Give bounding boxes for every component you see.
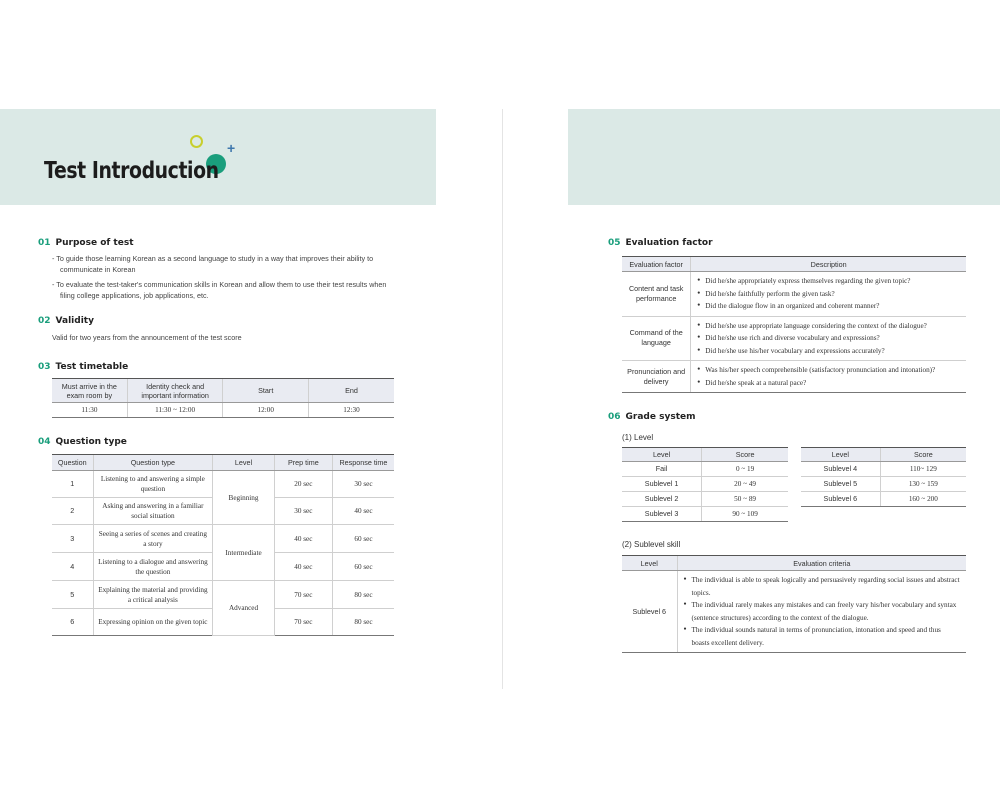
description-item: ● Did he/she use appropriate language considering the context of the dialogue? bbox=[697, 320, 960, 333]
timetable-table bbox=[52, 378, 394, 418]
table-cell: Sublevel 6 bbox=[622, 571, 677, 653]
table-cell: 50 ~ 89 bbox=[702, 492, 788, 507]
table-cell: 60 sec bbox=[332, 525, 394, 553]
description-item: ● Did the dialogue flow in an organized and coherent manner? bbox=[697, 300, 960, 313]
section-heading-grade-system: 06 Grade system bbox=[608, 412, 696, 422]
table-cell: Fail bbox=[622, 462, 702, 477]
factor-cell: Content and task performance bbox=[622, 272, 691, 317]
table-cell: Sublevel 5 bbox=[801, 477, 880, 492]
table-header: Start bbox=[223, 379, 309, 403]
table-cell: 70 sec bbox=[274, 609, 332, 636]
section-heading-evaluation-factor: 05 Evaluation factor bbox=[608, 238, 713, 248]
table-cell: 70 sec bbox=[274, 581, 332, 609]
table-cell: Sublevel 3 bbox=[622, 507, 702, 522]
table-cell: 40 sec bbox=[332, 498, 394, 525]
table-cell: 11:30 ~ 12:00 bbox=[127, 403, 223, 418]
table-cell: 5 bbox=[52, 581, 93, 609]
table-header: Question type bbox=[93, 455, 213, 471]
table-header: Score bbox=[702, 448, 788, 462]
criteria-item: ● The individual sounds natural in terms of pronunciation, intonation and speed and thus boasts excellent delivery. bbox=[684, 624, 960, 649]
table-header: Level bbox=[622, 556, 677, 571]
level-subheading: (1) Level bbox=[622, 433, 654, 442]
table-header: Evaluation factor bbox=[622, 257, 691, 272]
table-cell: Sublevel 1 bbox=[622, 477, 702, 492]
table-cell: 20 sec bbox=[274, 471, 332, 498]
table-cell: Expressing opinion on the given topic bbox=[93, 609, 213, 636]
description-item: ● Did he/she use his/her vocabulary and expressions accurately? bbox=[697, 345, 960, 358]
table-cell: 40 sec bbox=[274, 525, 332, 553]
table-cell: 2 bbox=[52, 498, 93, 525]
factor-cell: Pronunciation and delivery bbox=[622, 361, 691, 393]
table-header: Prep time bbox=[274, 455, 332, 471]
table-cell: Sublevel 4 bbox=[801, 462, 880, 477]
section-heading-question-type: 04 Question type bbox=[38, 437, 127, 447]
table-cell: 60 sec bbox=[332, 553, 394, 581]
table-cell: Seeing a series of scenes and creating a story bbox=[93, 525, 213, 553]
description-item: ● Did he/she appropriately express themselves regarding the given topic? bbox=[697, 275, 960, 288]
sublevel-skill-table bbox=[622, 555, 966, 653]
table-cell: 4 bbox=[52, 553, 93, 581]
table-header: End bbox=[308, 379, 394, 403]
table-header: Evaluation criteria bbox=[677, 556, 966, 571]
evaluation-factor-table bbox=[622, 256, 966, 393]
table-cell: Sublevel 6 bbox=[801, 492, 880, 507]
table-header: Must arrive in the exam room by bbox=[52, 379, 127, 403]
section-heading-validity: 02 Validity bbox=[38, 316, 94, 326]
table-header: Question bbox=[52, 455, 93, 471]
plus-icon: + bbox=[227, 140, 236, 156]
table-header: Response time bbox=[332, 455, 394, 471]
section-heading-purpose: 01 Purpose of test bbox=[38, 238, 134, 248]
table-cell: Explaining the material and providing a critical analysis bbox=[93, 581, 213, 609]
table-header: Identity check and important information bbox=[127, 379, 223, 403]
factor-cell: Command of the language bbox=[622, 316, 691, 361]
question-type-table bbox=[52, 454, 394, 636]
page-spine bbox=[502, 109, 503, 689]
level-table-right bbox=[801, 447, 966, 507]
description-item: ● Did he/she faithfully perform the given task? bbox=[697, 288, 960, 301]
purpose-bullet: - To guide those learning Korean as a second language to study in a way that improves their ability to communicate in Korean bbox=[52, 254, 374, 274]
page-title: Test Introduction bbox=[44, 158, 219, 184]
purpose-text bbox=[52, 253, 392, 305]
sublevel-skill-subheading: (2) Sublevel skill bbox=[622, 540, 681, 549]
table-cell: 80 sec bbox=[332, 581, 394, 609]
table-cell: 1 bbox=[52, 471, 93, 498]
table-cell: 130 ~ 159 bbox=[880, 477, 966, 492]
table-cell: 6 bbox=[52, 609, 93, 636]
table-cell: Listening to and answering a simple question bbox=[93, 471, 213, 498]
table-cell: 12:30 bbox=[308, 403, 394, 418]
description-cell bbox=[691, 272, 966, 317]
criteria-item: ● The individual rarely makes any mistakes and can freely vary his/her vocabulary and syntax (sentence structures) according to the context of the dialogue. bbox=[684, 599, 960, 624]
criteria-cell bbox=[677, 571, 966, 653]
table-cell: Listening to a dialogue and answering the question bbox=[93, 553, 213, 581]
description-cell bbox=[691, 361, 966, 393]
table-cell: 40 sec bbox=[274, 553, 332, 581]
criteria-item: ● The individual is able to speak logically and persuasively regarding social issues and abstract topics. bbox=[684, 574, 960, 599]
level-cell: Intermediate bbox=[213, 525, 275, 581]
table-cell: 3 bbox=[52, 525, 93, 553]
table-header: Score bbox=[880, 448, 966, 462]
table-cell: 12:00 bbox=[223, 403, 309, 418]
table-header: Level bbox=[622, 448, 702, 462]
table-cell: Asking and answering in a familiar social situation bbox=[93, 498, 213, 525]
table-cell: 30 sec bbox=[274, 498, 332, 525]
table-header: Description bbox=[691, 257, 966, 272]
table-cell: 20 ~ 49 bbox=[702, 477, 788, 492]
table-cell: 110~ 129 bbox=[880, 462, 966, 477]
level-table-left bbox=[622, 447, 788, 522]
ring-icon bbox=[190, 135, 203, 148]
description-item: ● Did he/she speak at a natural pace? bbox=[697, 377, 960, 390]
right-header-banner bbox=[568, 109, 1000, 205]
table-header: Level bbox=[213, 455, 275, 471]
table-cell: 11:30 bbox=[52, 403, 127, 418]
table-cell: 160 ~ 200 bbox=[880, 492, 966, 507]
description-item: ● Did he/she use rich and diverse vocabulary and expressions? bbox=[697, 332, 960, 345]
level-cell: Advanced bbox=[213, 581, 275, 636]
table-cell: 90 ~ 109 bbox=[702, 507, 788, 522]
validity-text: Valid for two years from the announcement of the test score bbox=[52, 333, 242, 342]
level-cell: Beginning bbox=[213, 471, 275, 525]
table-header: Level bbox=[801, 448, 880, 462]
description-item: ● Was his/her speech comprehensible (satisfactory pronunciation and intonation)? bbox=[697, 364, 960, 377]
table-cell: 0 ~ 19 bbox=[702, 462, 788, 477]
table-cell: 30 sec bbox=[332, 471, 394, 498]
table-cell: Sublevel 2 bbox=[622, 492, 702, 507]
purpose-bullet: - To evaluate the test-taker's communication skills in Korean and allow them to use their test results when filing college applications, job applications, etc. bbox=[52, 280, 387, 300]
table-cell: 80 sec bbox=[332, 609, 394, 636]
description-cell bbox=[691, 316, 966, 361]
section-heading-timetable: 03 Test timetable bbox=[38, 362, 129, 372]
